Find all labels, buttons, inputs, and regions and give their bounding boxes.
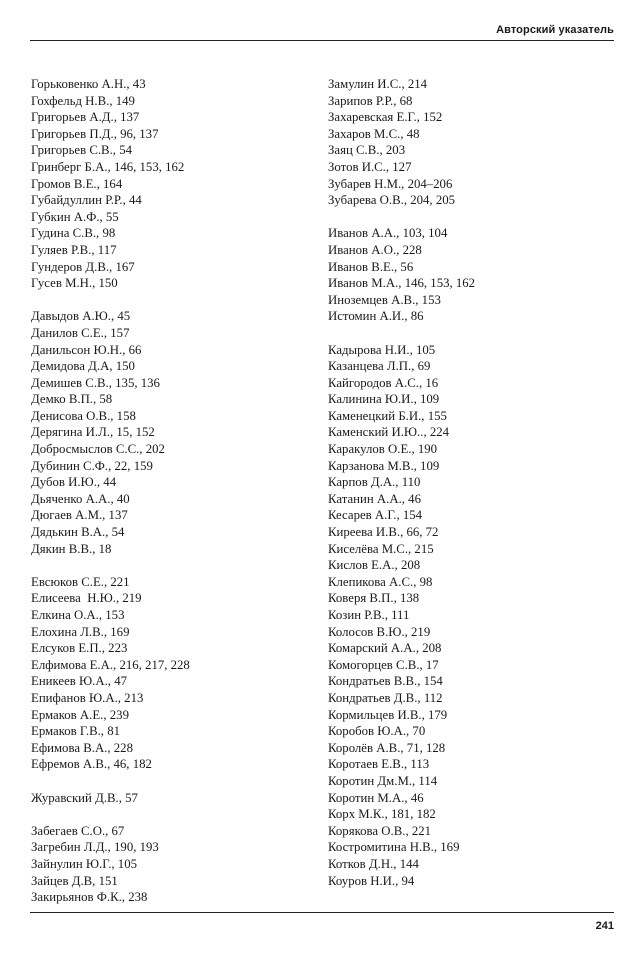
group-spacer xyxy=(31,292,301,309)
index-entry: Заяц С.В., 203 xyxy=(328,143,406,158)
index-entry: Захаров М.С., 48 xyxy=(328,126,420,141)
index-entry: Коуров Н.И., 94 xyxy=(328,873,415,888)
index-entry: Комогорцев С.В., 17 xyxy=(328,657,439,672)
index-entry: Данильсон Ю.Н., 66 xyxy=(31,342,142,357)
group-spacer xyxy=(328,325,598,342)
page-number: 241 xyxy=(595,920,614,932)
index-entry: Каменецкий Б.И., 155 xyxy=(328,408,447,423)
index-entry: Дерягина И.Л., 15, 152 xyxy=(31,425,155,440)
index-entry: Гуляев Р.В., 117 xyxy=(31,242,117,257)
index-entry: Иванов М.А., 146, 153, 162 xyxy=(328,276,476,291)
index-entry: Кислов Е.А., 208 xyxy=(328,558,421,573)
index-entry: Григорьев А.Д., 137 xyxy=(31,110,140,125)
index-entry: Ефремов А.В., 46, 182 xyxy=(31,757,152,772)
group-spacer xyxy=(328,209,598,226)
index-entry: Иноземцев А.В., 153 xyxy=(328,292,441,307)
group-spacer xyxy=(31,806,301,823)
index-entry: Коротаев Е.В., 113 xyxy=(328,757,430,772)
index-entry: Добросмыслов С.С., 202 xyxy=(31,442,165,457)
index-entry: Клепикова А.С., 98 xyxy=(328,574,433,589)
index-entry: Калинина Ю.И., 109 xyxy=(328,392,440,407)
index-entry: Денисова О.В., 158 xyxy=(31,408,136,423)
index-entry: Дякин В.В., 18 xyxy=(31,541,112,556)
index-entry: Евсюков С.Е., 221 xyxy=(31,574,130,589)
index-entry: Демишев С.В., 135, 136 xyxy=(31,375,160,390)
index-entry: Карпов Д.А., 110 xyxy=(328,475,421,490)
index-entry: Дьяченко А.А., 40 xyxy=(31,491,130,506)
index-entry: Кормильцев И.В., 179 xyxy=(328,707,448,722)
index-entry: Дядькин В.А., 54 xyxy=(31,525,125,540)
index-entry: Губайдуллин Р.Р., 44 xyxy=(31,193,142,208)
index-entry: Иванов В.Е., 56 xyxy=(328,259,414,274)
index-entry: Коверя В.П., 138 xyxy=(328,591,420,606)
index-entry: Дубинин С.Ф., 22, 159 xyxy=(31,458,153,473)
index-entry: Зарипов Р.Р., 68 xyxy=(328,93,413,108)
index-entry: Каменский И.Ю.., 224 xyxy=(328,425,450,440)
index-entry: Костромитина Н.В., 169 xyxy=(328,840,460,855)
group-spacer xyxy=(31,773,301,790)
index-entry: Карзанова М.В., 109 xyxy=(328,458,440,473)
index-entry: Зубарева О.В., 204, 205 xyxy=(328,193,456,208)
index-entry: Горьковенко А.Н., 43 xyxy=(31,77,146,91)
index-entry: Данилов С.Е., 157 xyxy=(31,325,130,340)
index-entry: Журавский Д.В., 57 xyxy=(31,790,138,805)
index-entry: Зайнулин Ю.Г., 105 xyxy=(31,856,138,871)
index-entry: Замулин И.С., 214 xyxy=(328,77,428,91)
index-entry: Котков Д.Н., 144 xyxy=(328,856,419,871)
footer-rule xyxy=(30,912,614,913)
index-entry: Елисеева Н.Ю., 219 xyxy=(31,591,142,606)
index-entry: Корх М.К., 181, 182 xyxy=(328,807,436,822)
index-entry: Давыдов А.Ю., 45 xyxy=(31,309,131,324)
index-entry: Каракулов О.Е., 190 xyxy=(328,442,438,457)
index-entry: Григорьев С.В., 54 xyxy=(31,143,132,158)
index-entry: Кадырова Н.И., 105 xyxy=(328,342,436,357)
index-entry: Захаревская Е.Г., 152 xyxy=(328,110,443,125)
index-entry: Елохина Л.В., 169 xyxy=(31,624,130,639)
index-entry: Закирьянов Ф.К., 238 xyxy=(31,890,148,905)
running-header-title: Авторский указатель xyxy=(496,24,614,36)
index-entry: Загребин Л.Д., 190, 193 xyxy=(31,840,159,855)
index-entry: Громов В.Е., 164 xyxy=(31,176,123,191)
index-entry: Елфимова Е.А., 216, 217, 228 xyxy=(31,657,190,672)
index-entry: Киреева И.В., 66, 72 xyxy=(328,525,439,540)
index-entry: Коротин Дм.М., 114 xyxy=(328,773,438,788)
index-entry: Катанин А.А., 46 xyxy=(328,491,421,506)
index-entry: Гусев М.Н., 150 xyxy=(31,276,118,291)
index-column-left xyxy=(31,76,301,906)
index-entry: Демко В.П., 58 xyxy=(31,392,113,407)
index-entry: Ермаков Г.В., 81 xyxy=(31,724,121,739)
index-entry: Козин Р.В., 111 xyxy=(328,608,410,622)
index-entry: Корякова О.В., 221 xyxy=(328,823,432,838)
index-entry: Григорьев П.Д., 96, 137 xyxy=(31,126,159,141)
index-entry: Колосов В.Ю., 219 xyxy=(328,624,431,639)
index-entry: Иванов А.А., 103, 104 xyxy=(328,226,448,241)
index-entry: Коробов Ю.А., 70 xyxy=(328,724,426,739)
index-entry: Зайцев Д.В, 151 xyxy=(31,873,118,888)
index-entry: Кондратьев Д.В., 112 xyxy=(328,690,443,705)
index-entry: Елсуков Е.П., 223 xyxy=(31,641,128,656)
index-entry: Ермаков А.Е., 239 xyxy=(31,707,129,722)
index-entry: Киселёва М.С., 215 xyxy=(328,541,434,556)
header-rule xyxy=(30,40,614,41)
index-entry: Кесарев А.Г., 154 xyxy=(328,508,423,523)
index-entry: Дубов И.Ю., 44 xyxy=(31,475,117,490)
index-entry: Ефимова В.А., 228 xyxy=(31,740,133,755)
index-entry: Комарский А.А., 208 xyxy=(328,641,442,656)
index-entry: Епифанов Ю.А., 213 xyxy=(31,690,144,705)
index-entry: Гохфельд Н.В., 149 xyxy=(31,93,135,108)
index-entry: Гундеров Д.В., 167 xyxy=(31,259,135,274)
index-entry: Королёв А.В., 71, 128 xyxy=(328,740,446,755)
index-entry: Кайгородов А.С., 16 xyxy=(328,375,439,390)
index-entry: Елкина О.А., 153 xyxy=(31,608,125,622)
index-entry: Дюгаев А.М., 137 xyxy=(31,508,128,523)
index-entry: Еникеев Ю.А., 47 xyxy=(31,674,128,689)
index-entry: Казанцева Л.П., 69 xyxy=(328,359,431,374)
index-entry: Зубарев Н.М., 204–206 xyxy=(328,176,453,191)
index-entry: Кондратьев В.В., 154 xyxy=(328,674,443,689)
group-spacer xyxy=(31,557,301,574)
index-entry: Гринберг Б.А., 146, 153, 162 xyxy=(31,159,185,174)
index-entry: Демидова Д.А, 150 xyxy=(31,359,135,374)
index-entry: Губкин А.Ф., 55 xyxy=(31,209,119,224)
index-entry: Гудина С.В., 98 xyxy=(31,226,116,241)
index-column-right xyxy=(328,76,598,889)
index-entry: Зотов И.С., 127 xyxy=(328,159,412,174)
index-entry: Забегаев С.О., 67 xyxy=(31,823,125,838)
index-entry: Истомин А.И., 86 xyxy=(328,309,424,324)
index-entry: Иванов А.О., 228 xyxy=(328,242,422,257)
index-entry: Коротин М.А., 46 xyxy=(328,790,424,805)
